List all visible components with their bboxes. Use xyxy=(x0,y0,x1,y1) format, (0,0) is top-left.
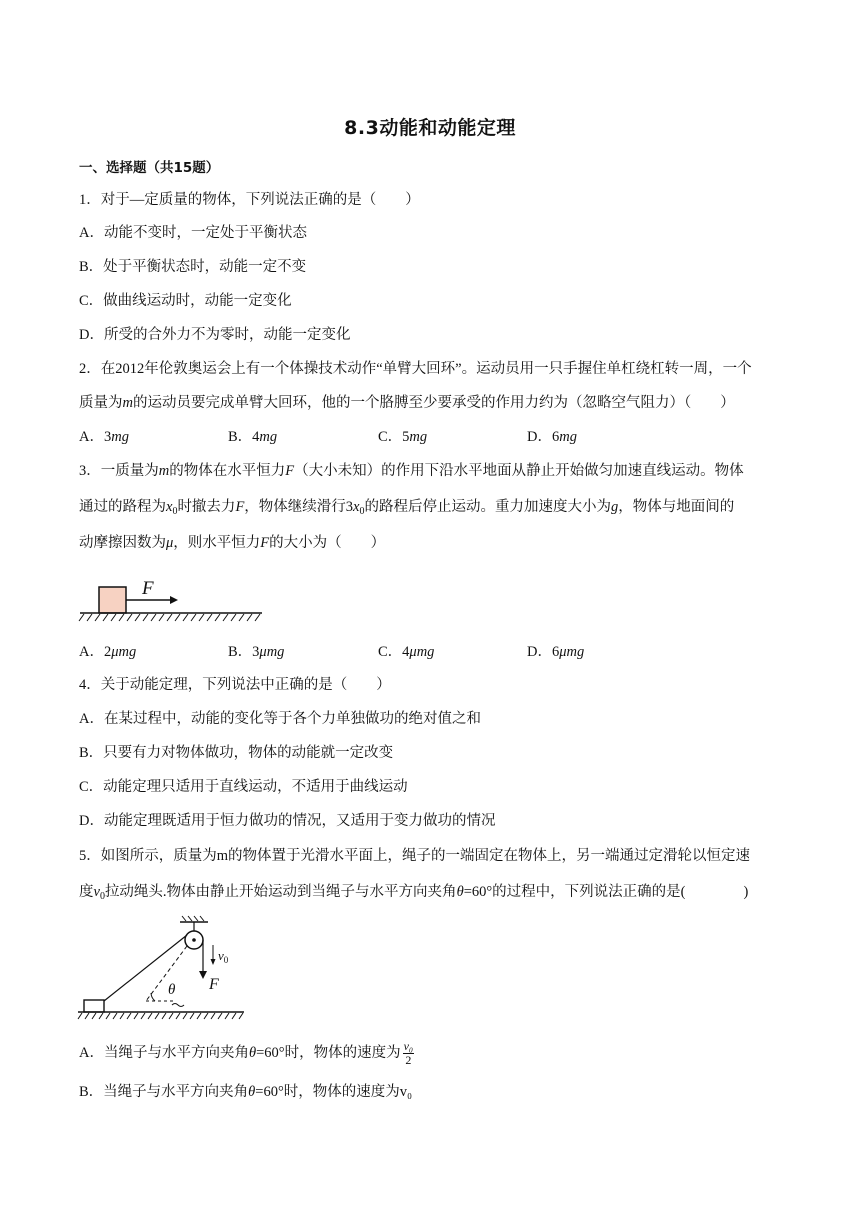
q1-stem: 1．对于—定质量的物体，下列说法正确的是（ ） xyxy=(79,192,420,208)
v0-arrowhead xyxy=(211,959,216,965)
pulley-axle xyxy=(192,938,196,942)
q3-option-c: C．4μmg xyxy=(378,644,435,660)
force-arrowhead xyxy=(170,596,178,604)
q4-option-d: D．动能定理既适用于恒力做功的情况，又适用于变力做功的情况 xyxy=(79,813,496,829)
block xyxy=(99,587,126,613)
f-label: F xyxy=(209,976,219,993)
q5-pulley-figure xyxy=(76,915,251,1027)
q5-stem-line1: 5．如图所示，质量为m的物体置于光滑水平面上，绳子的一端固定在物体上，另一端通过定滑轮以恒定速 xyxy=(79,848,751,864)
q4-option-b: B．只要有力对物体做功，物体的动能就一定改变 xyxy=(79,745,394,761)
section-heading: 一、选择题（共15题） xyxy=(79,160,220,176)
q5-stem-line2: 度$v_0$拉动绳头.物体由静止开始运动到当绳子与水平方向夹角θ=60°的过程中，下列说法正确的是( ) xyxy=(79,884,749,902)
q2-option-d: D．6mg xyxy=(527,429,577,445)
q1-option-b: B．处于平衡状态时，动能一定不变 xyxy=(79,259,307,275)
q2-option-b: B．4mg xyxy=(228,429,278,445)
q1-option-a: A．动能不变时，一定处于平衡状态 xyxy=(79,225,307,241)
q4-stem: 4．关于动能定理，下列说法中正确的是（ ） xyxy=(79,677,391,693)
q2-option-a: A．3mg xyxy=(79,429,129,445)
q4-option-a: A．在某过程中，动能的变化等于各个力单独做功的绝对值之和 xyxy=(79,711,481,727)
v0-label: $v_0$ xyxy=(218,948,229,965)
dashed-rope-position xyxy=(146,946,187,1001)
q1-option-c: C．做曲线运动时，动能一定变化 xyxy=(79,293,292,309)
ceiling-hatching xyxy=(182,916,204,921)
q3-option-a: A．2μmg xyxy=(79,644,137,660)
q2-stem-line1: 2．在2012年伦敦奥运会上有一个体操技术动作“单臂大回环”。运动员用一只手握住单杠绕杠转一周，一个 xyxy=(79,361,752,377)
ground-hatching xyxy=(78,1013,243,1019)
angle-arc xyxy=(151,993,155,1001)
q1-option-d: D．所受的合外力不为零时，动能一定变化 xyxy=(79,327,351,343)
q3-stem-line2: 通过的路程为$x_0$时撤去力F，物体继续滑行$3x_0$的路程后停止运动。重力加速度大小为g，物体与地面间的 xyxy=(79,499,735,517)
q3-option-d: D．6μmg xyxy=(527,644,585,660)
theta-label: θ xyxy=(168,982,176,998)
q3-stem-line1: 3．一质量为m的物体在水平恒力F（大小未知）的作用下沿水平地面从静止开始做匀加速直线运动。物体 xyxy=(79,463,744,479)
q3-option-b: B．3μmg xyxy=(228,644,285,660)
q2-option-c: C．5mg xyxy=(378,429,428,445)
q4-option-c: C．动能定理只适用于直线运动，不适用于曲线运动 xyxy=(79,779,408,795)
block xyxy=(84,1000,104,1012)
page-title: 8.3动能和动能定理 xyxy=(344,117,516,139)
f-arrowhead xyxy=(199,971,207,979)
q5-option-b: B．当绳子与水平方向夹角θ=60°时，物体的速度为v₀ xyxy=(79,1084,413,1100)
tilde-mark xyxy=(172,1004,184,1007)
force-label: F xyxy=(142,578,154,599)
ground-hatching xyxy=(79,614,260,621)
q3-stem-line3: 动摩擦因数为μ，则水平恒力F的大小为（ ） xyxy=(79,535,386,551)
q3-block-figure xyxy=(78,572,268,624)
q5-option-a: A．当绳子与水平方向夹角θ=60°时，物体的速度为 $\frac{\text{v₀}}{2}$ xyxy=(79,1039,414,1067)
q2-stem-line2: 质量为m的运动员要完成单臂大回环，他的一个胳膊至少要承受的作用力约为（忽略空气阻力）（ ） xyxy=(79,395,735,411)
fraction-v0-over-2: $\frac{\text{v₀}}{2}$ xyxy=(403,1039,414,1067)
